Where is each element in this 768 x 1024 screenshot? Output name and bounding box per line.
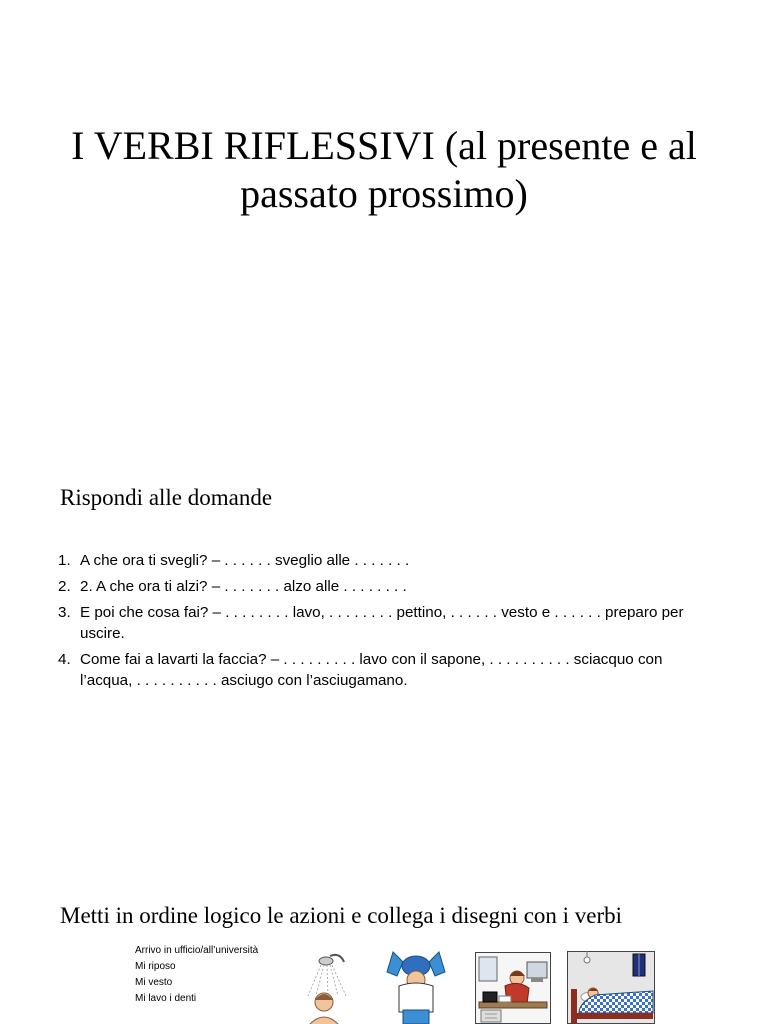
- question-text: 2. A che ora ti alzi? – . . . . . . . alzo alle . . . . . . . .: [80, 578, 407, 595]
- question-text: A che ora ti svegli? – . . . . . . sveglio alle . . . . . . .: [80, 552, 410, 569]
- bed-drawing: [567, 951, 655, 1024]
- actions-list: [135, 943, 258, 1007]
- question-item: [58, 576, 718, 597]
- office-drawing: [475, 952, 551, 1024]
- order-heading: Metti in ordine logico le azioni e collega i disegni con i verbi: [60, 903, 623, 928]
- action-item: Mi lavo i denti: [135, 993, 197, 1004]
- question-item: [58, 550, 718, 571]
- question-item: [58, 602, 718, 644]
- question-number: 1.: [58, 552, 71, 569]
- question-number: 2.: [58, 578, 71, 595]
- questions-heading: Rispondi alle domande: [60, 485, 273, 510]
- question-number: 3.: [58, 604, 71, 621]
- dressing-drawing: [383, 950, 449, 1024]
- questions-list: [58, 550, 718, 696]
- page-title: I VERBI RIFLESSIVI (al presente e al passato prossimo): [71, 123, 697, 216]
- action-item: Mi riposo: [135, 961, 176, 972]
- question-text: E poi che cosa fai? – . . . . . . . . lavo, . . . . . . . . pettino, . . . . . . vesto e . . . . . . preparo per uscire.: [80, 604, 684, 642]
- question-item: [58, 649, 718, 691]
- action-item: Arrivo in ufficio/all’università: [135, 945, 259, 956]
- question-text: Come fai a lavarti la faccia? – . . . . . . . . . lavo con il sapone, . . . . . . . . . . sciacquo con l’acqua, . . . . . . . . . . asciugo con l’asciugamano.: [80, 651, 663, 689]
- action-item: Mi vesto: [135, 977, 173, 988]
- question-number: 4.: [58, 651, 71, 668]
- shower-drawing: [300, 952, 350, 1024]
